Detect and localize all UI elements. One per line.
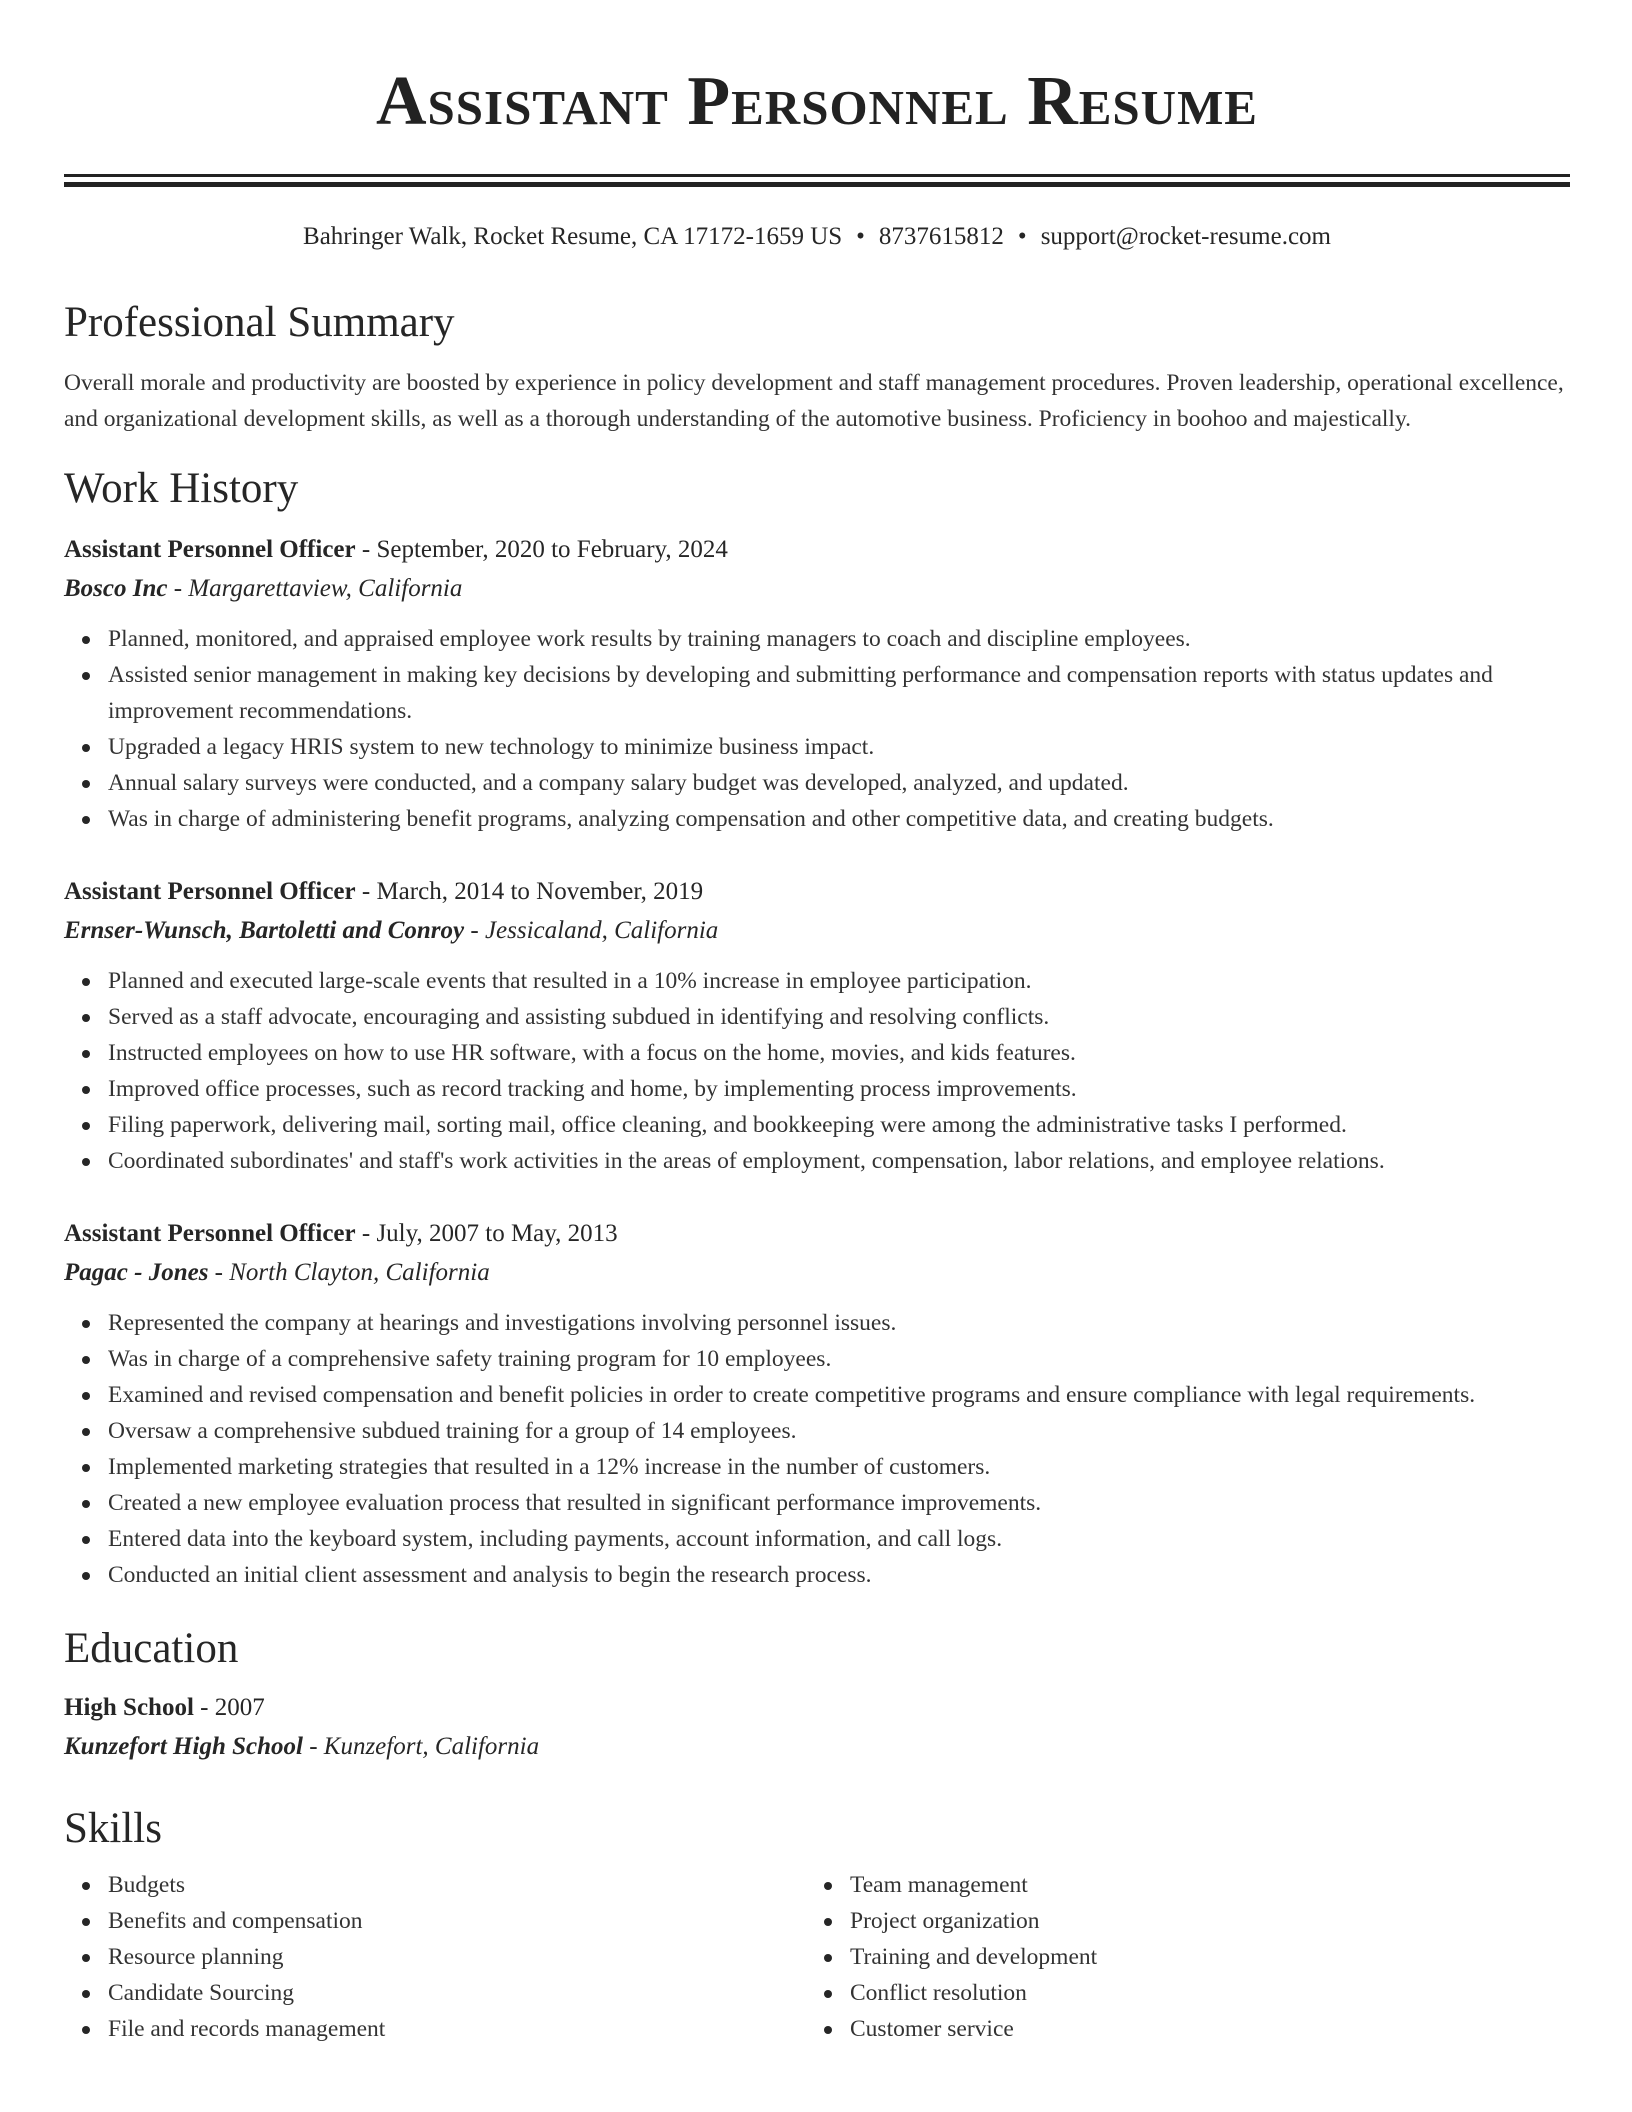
contact-address: Bahringer Walk, Rocket Resume, CA 17172-1659 US [303, 223, 843, 250]
skills-grid [64, 1867, 1570, 2047]
contact-separator: • [1017, 223, 1027, 250]
list-item: Resource planning [108, 1939, 806, 1975]
resume-page [64, 0, 1570, 2047]
list-item: Implemented marketing strategies that resulted in a 12% increase in the number of customers. [108, 1449, 1570, 1485]
job-bullets [64, 1305, 1570, 1593]
education-entry [64, 1689, 1570, 1767]
list-item: Served as a staff advocate, encouraging and assisting subdued in identifying and resolving conflicts. [108, 999, 1570, 1035]
job-dates: - September, 2020 to February, 2024 [355, 536, 728, 563]
title-divider [64, 174, 1570, 187]
company-name: Bosco Inc [64, 575, 168, 602]
list-item: Planned, monitored, and appraised employee work results by training managers to coach and discipline employees. [108, 621, 1570, 657]
list-item: Conflict resolution [850, 1975, 1548, 2011]
job-title-line [64, 873, 1570, 911]
company-line [64, 569, 1570, 609]
job-title-line [64, 1215, 1570, 1253]
summary-heading: Professional Summary [64, 299, 455, 346]
list-item: Team management [850, 1867, 1548, 1903]
job-title: Assistant Personnel Officer [64, 878, 356, 905]
company-line [64, 911, 1570, 951]
list-item: Filing paperwork, delivering mail, sorting mail, office cleaning, and bookkeeping were among the administrative tasks I performed. [108, 1107, 1570, 1143]
contact-separator: • [856, 223, 865, 250]
job-bullets [64, 621, 1570, 837]
list-item: Improved office processes, such as record tracking and home, by implementing process improvements. [108, 1071, 1570, 1107]
job-entry-1 [64, 531, 1570, 837]
list-item: Instructed employees on how to use HR software, with a focus on the home, movies, and kids features. [108, 1035, 1570, 1071]
list-item: Represented the company at hearings and investigations involving personnel issues. [108, 1305, 1570, 1341]
degree: High School [64, 1694, 194, 1721]
list-item: Conducted an initial client assessment and analysis to begin the research process. [108, 1557, 1570, 1593]
school-location: - Kunzefort, California [302, 1733, 540, 1760]
list-item: Training and development [850, 1939, 1548, 1975]
company-location: - North Clayton, California [208, 1259, 490, 1286]
contact-line [64, 221, 1570, 253]
school-line [64, 1727, 1570, 1767]
job-entry-2 [64, 873, 1570, 1179]
skills-list-left [64, 1867, 806, 2047]
skills-heading: Skills [64, 1805, 162, 1852]
list-item: Entered data into the keyboard system, including payments, account information, and call logs. [108, 1521, 1570, 1557]
company-location: - Margarettaview, California [167, 575, 463, 602]
job-title: Assistant Personnel Officer [64, 536, 356, 563]
list-item: Annual salary surveys were conducted, and a company salary budget was developed, analyzed, and updated. [108, 765, 1570, 801]
list-item: Coordinated subordinates' and staff's work activities in the areas of employment, compensation, labor relations, and employee relations. [108, 1143, 1570, 1179]
list-item: Was in charge of a comprehensive safety training program for 10 employees. [108, 1341, 1570, 1377]
company-name: Ernser-Wunsch, Bartoletti and Conroy [64, 917, 465, 944]
work-history-heading: Work History [64, 465, 299, 512]
skills-list-right [806, 1867, 1548, 2047]
list-item: Project organization [850, 1903, 1548, 1939]
list-item: Oversaw a comprehensive subdued training for a group of 14 employees. [108, 1413, 1570, 1449]
list-item: Planned and executed large-scale events that resulted in a 10% increase in employee participation. [108, 963, 1570, 999]
list-item: Was in charge of administering benefit programs, analyzing compensation and other competitive data, and creating budgets. [108, 801, 1570, 837]
skills-column-right [806, 1867, 1548, 2047]
skills-column-left [64, 1867, 806, 2047]
job-title: Assistant Personnel Officer [64, 1220, 356, 1247]
list-item: Assisted senior management in making key decisions by developing and submitting performance and compensation reports with status updates and improvement recommendations. [108, 657, 1570, 729]
list-item: Benefits and compensation [108, 1903, 806, 1939]
list-item: Created a new employee evaluation process that resulted in significant performance improvements. [108, 1485, 1570, 1521]
list-item: Examined and revised compensation and benefit policies in order to create competitive programs and ensure compliance with legal requirements. [108, 1377, 1570, 1413]
list-item: Upgraded a legacy HRIS system to new technology to minimize business impact. [108, 729, 1570, 765]
contact-email: support@rocket-resume.com [1040, 223, 1331, 250]
job-entry-3 [64, 1215, 1570, 1593]
list-item: Candidate Sourcing [108, 1975, 806, 2011]
list-item: Customer service [850, 2011, 1548, 2047]
job-title-line [64, 531, 1570, 569]
company-line [64, 1253, 1570, 1293]
company-location: - Jessicaland, California [464, 917, 719, 944]
job-bullets [64, 963, 1570, 1179]
contact-phone: 8737615812 [878, 223, 1004, 250]
degree-line [64, 1689, 1570, 1727]
resume-title: Assistant Personnel Resume [375, 63, 1258, 140]
job-dates: - July, 2007 to May, 2013 [355, 1220, 618, 1247]
summary-text: Overall morale and productivity are boosted by experience in policy development and staff management procedures. Proven leadership, operational excellence, and organizational development skills, as well as a thorough understanding of the automotive business. Proficiency in boohoo and majestically. [64, 370, 1564, 432]
school-name: Kunzefort High School [64, 1733, 303, 1760]
graduation-year: - 2007 [193, 1694, 265, 1721]
list-item: File and records management [108, 2011, 806, 2047]
list-item: Budgets [108, 1867, 806, 1903]
company-name: Pagac - Jones [64, 1259, 209, 1286]
education-heading: Education [64, 1625, 239, 1672]
job-dates: - March, 2014 to November, 2019 [355, 878, 704, 905]
